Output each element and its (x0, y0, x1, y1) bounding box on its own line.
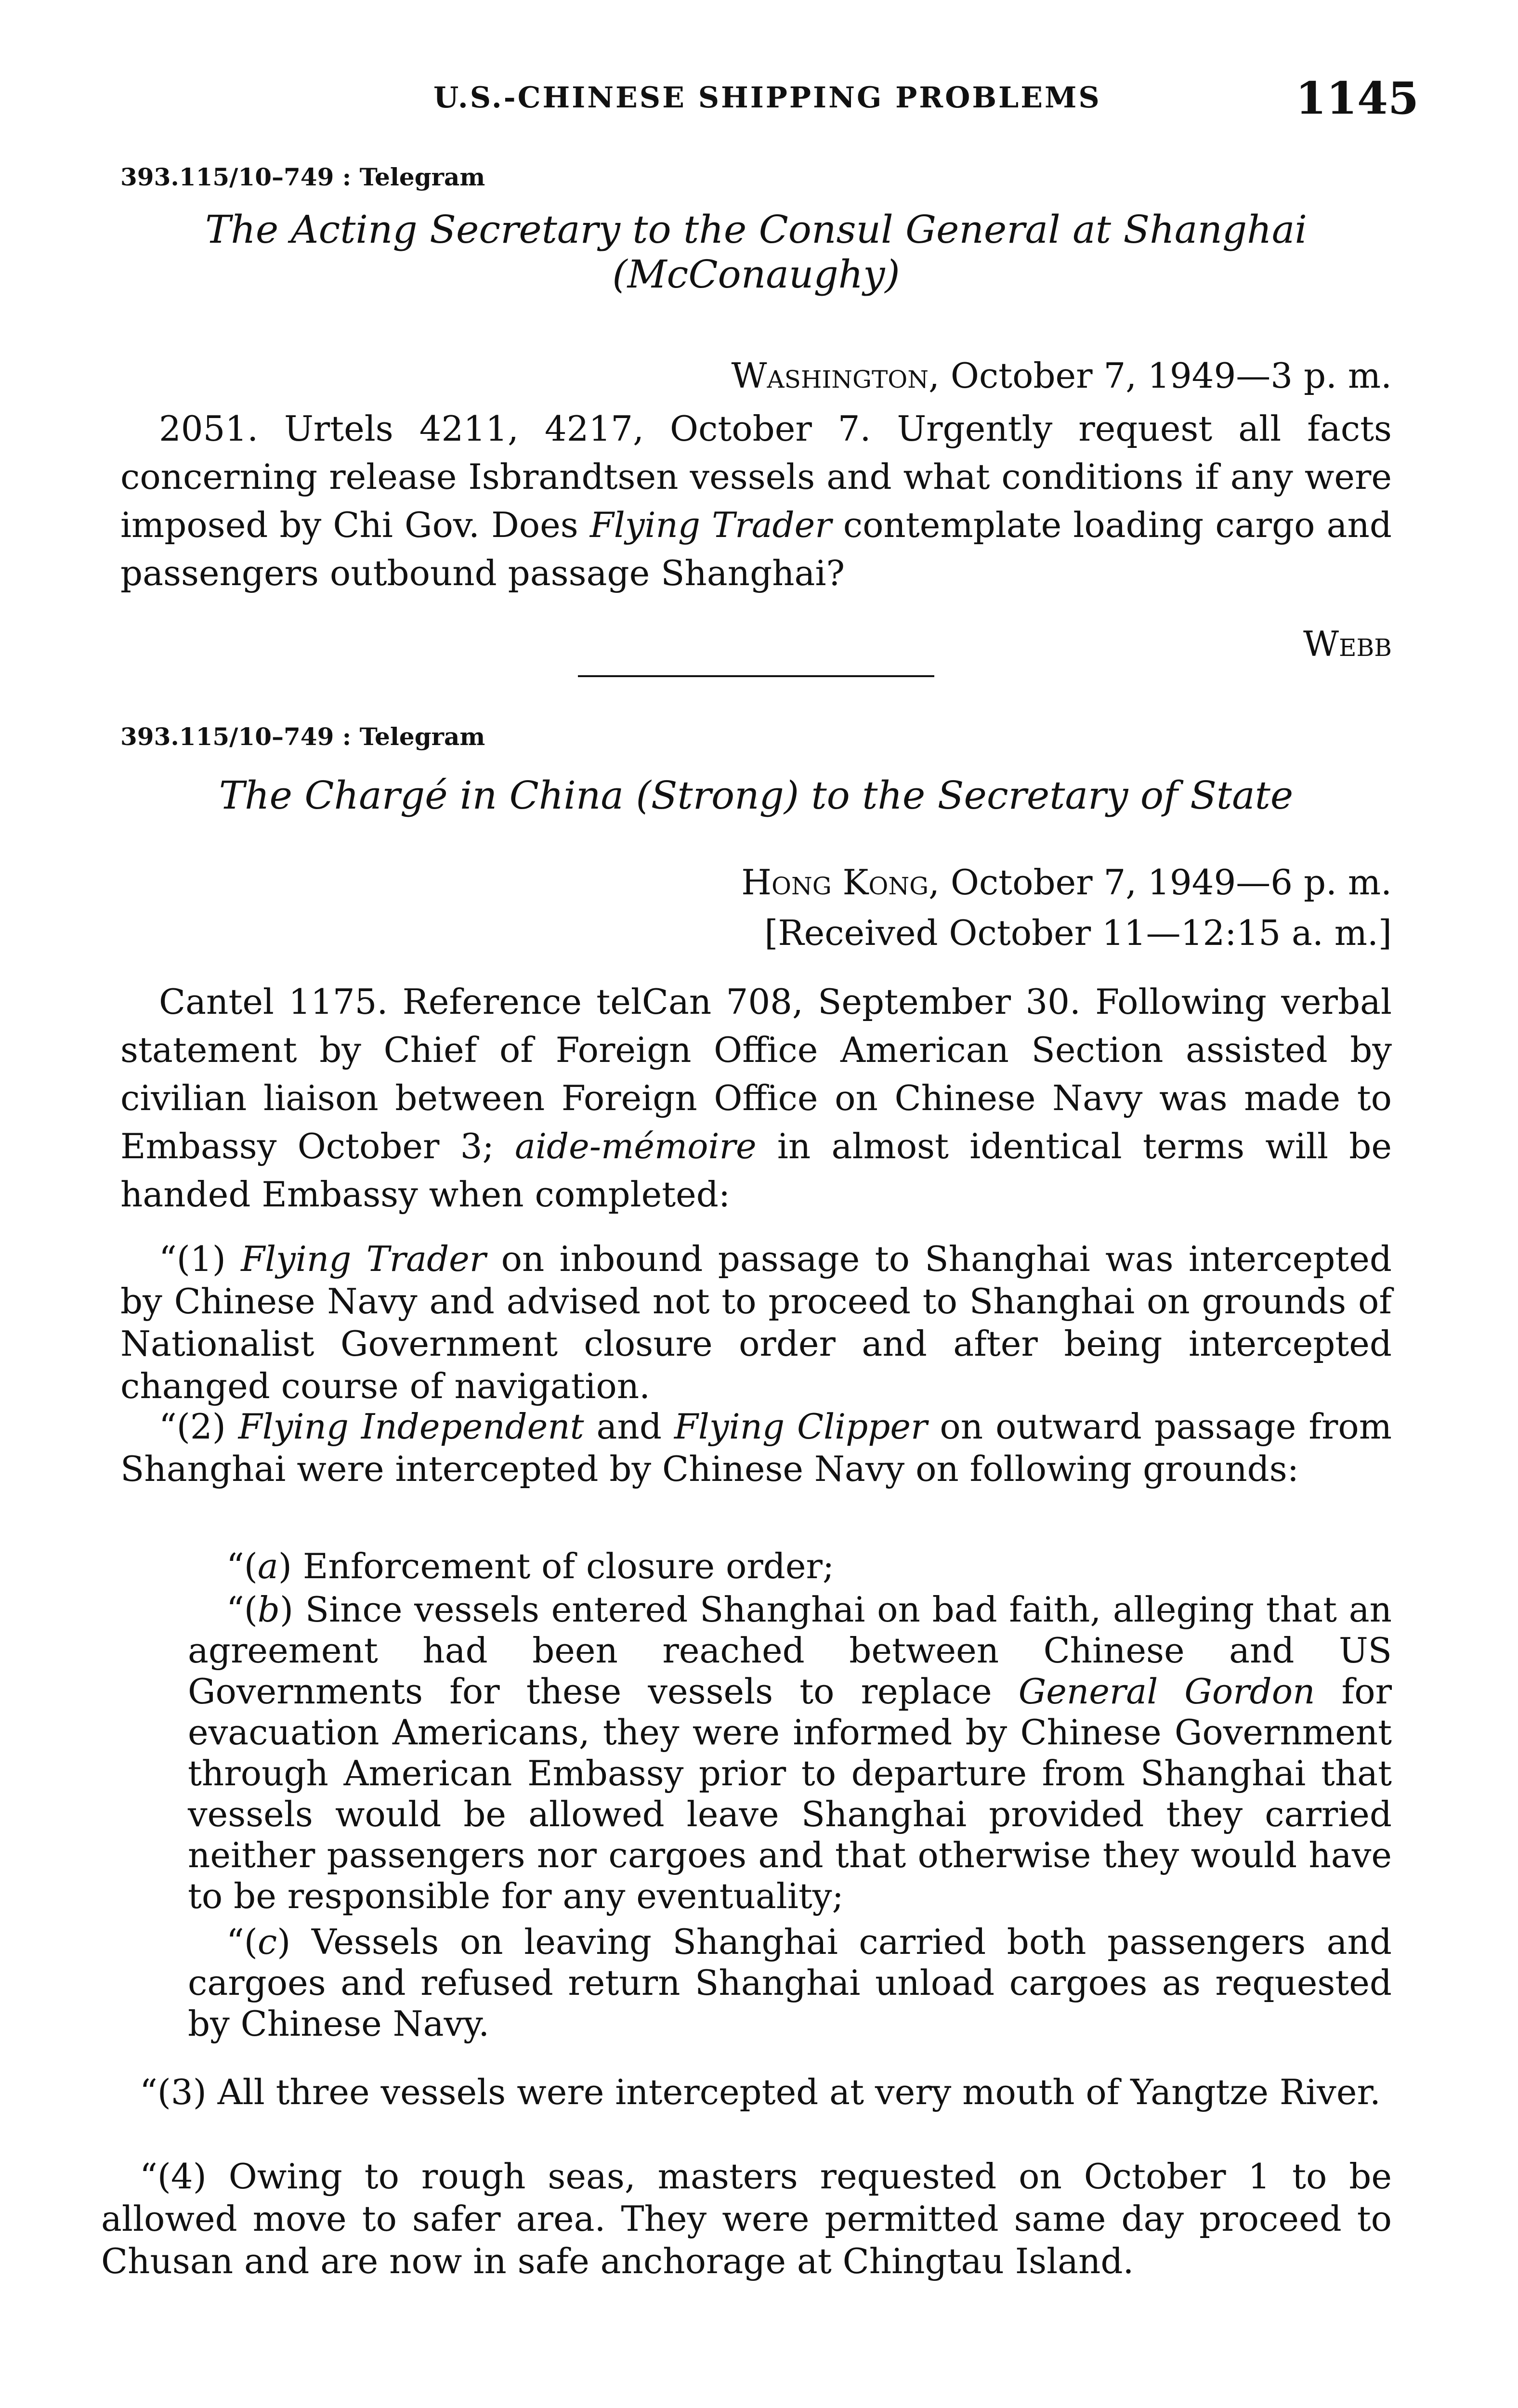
item-2-ship-1: Flying Independent (238, 1406, 584, 1447)
doc2-dateline-date: , October 7, 1949—6 p. m. (929, 862, 1392, 903)
aide-memoire-term: aide-mémoire (515, 1126, 757, 1166)
doc1-dateline-place: Washington (731, 355, 929, 396)
item-2-conjunction: and (584, 1406, 674, 1447)
doc2-dateline (120, 862, 1392, 903)
item-1-number: “(1) (159, 1239, 241, 1279)
sub-item-b-text-1: ) Since vessels entered Shanghai on bad faith, alleging that an agreement had been reached between Chinese and US Governments for these vessels to replace (188, 1589, 1392, 1712)
item-1-text: on inbound passage to Shanghai was intercepted by Chinese Navy and advised not to proceed to Shanghai on grounds of Nationalist Government closure order and after being intercepted changed course of navigation. (120, 1239, 1392, 1406)
sub-item-a-text: ) Enforcement of closure order; (278, 1546, 835, 1586)
doc2-file-number: 393.115/10–749 : Telegram (120, 722, 485, 751)
doc2-dateline-place: Hong Kong (741, 862, 929, 903)
doc2-title: The Chargé in China (Strong) to the Secretary of State (219, 773, 1294, 818)
item-3: “(3) All three vessels were intercepted at very mouth of Yangtze River. (140, 2072, 1381, 2112)
doc2-intro (120, 978, 1392, 1218)
sub-item-b-open: “( (226, 1589, 258, 1630)
doc1-dateline (120, 355, 1392, 396)
page-number: 1145 (1296, 72, 1419, 124)
doc1-title-line1: The Acting Secretary to the Consul General at Shanghai (205, 207, 1307, 252)
sub-item-a-open: “( (226, 1546, 258, 1586)
sub-item-c (188, 1922, 1392, 2044)
running-header: U.S.-CHINESE SHIPPING PROBLEMS (433, 81, 1101, 115)
doc2-received: [Received October 11—12:15 a. m.] (764, 913, 1392, 953)
sub-item-b-text-2: for evacuation Americans, they were informed by Chinese Government through American Embassy prior to departure from Shanghai that vessels would be allowed leave Shanghai provided they carried neither passengers nor cargoes and that otherwise they would have to be responsible for any eventuality; (188, 1671, 1392, 1916)
doc1-body-text-b: contemplate loading cargo and passengers outbound passage Shanghai? (120, 505, 1392, 593)
sub-item-a (188, 1546, 1392, 1586)
sub-item-b (188, 1589, 1392, 1917)
doc2-intro-text-b: in almost identical terms will be handed Embassy when completed: (120, 1126, 1392, 1215)
doc1-signature: Webb (1303, 624, 1392, 664)
sub-item-a-letter: a (257, 1546, 278, 1586)
item-1-ship: Flying Trader (241, 1239, 486, 1279)
sub-item-c-letter: c (257, 1922, 277, 1962)
sub-item-b-ship: General Gordon (1018, 1671, 1315, 1712)
sub-item-b-letter: b (257, 1589, 280, 1630)
sub-item-c-open: “( (226, 1922, 258, 1962)
item-2-number: “(2) (159, 1406, 238, 1447)
doc1-dateline-date: , October 7, 1949—3 p. m. (929, 355, 1392, 396)
sub-item-c-text: ) Vessels on leaving Shanghai carried both passengers and cargoes and refused return Shanghai unload cargoes as requested by Chinese Navy. (188, 1922, 1392, 2044)
item-4: “(4) Owing to rough seas, masters requested on October 1 to be allowed move to safer area. They were permitted same day proceed to Chusan and are now in safe anchorage at Chingtau Island. (101, 2156, 1392, 2281)
doc1-body-text-a: 2051. Urtels 4211, 4217, October 7. Urgently request all facts concerning release Isbrandtsen vessels and what conditions if any were imposed by Chi Gov. Does (120, 408, 1392, 545)
doc1-ship-name: Flying Trader (589, 505, 832, 545)
item-2-text: on outward passage from Shanghai were intercepted by Chinese Navy on following grounds: (120, 1406, 1392, 1489)
doc1-body (120, 405, 1392, 597)
section-divider (578, 675, 934, 677)
item-1 (120, 1238, 1392, 1407)
item-2 (120, 1405, 1392, 1490)
doc1-title-line2: (McConaughy) (612, 252, 900, 297)
doc1-file-number: 393.115/10–749 : Telegram (120, 163, 485, 191)
doc1-title (120, 207, 1392, 297)
doc2-intro-text-a: Cantel 1175. Reference telCan 708, September 30. Following verbal statement by Chief of Foreign Office American Section assisted by civilian liaison between Foreign Office on Chinese Navy was made to Embassy October 3; (120, 982, 1392, 1166)
item-2-ship-2: Flying Clipper (674, 1406, 928, 1447)
